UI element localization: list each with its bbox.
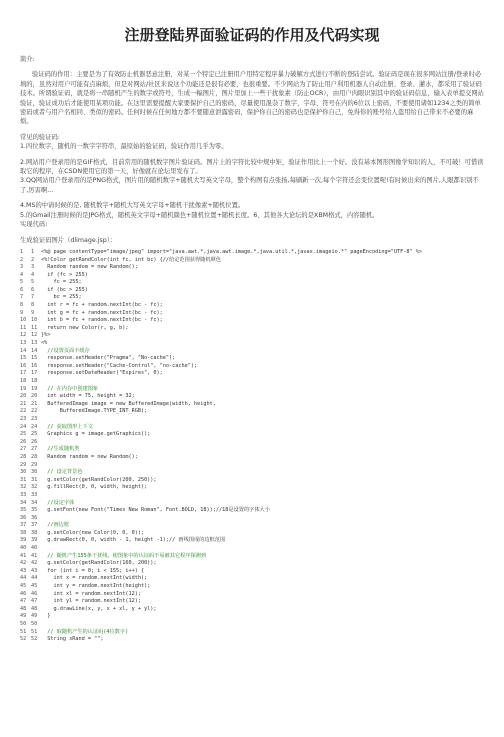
code-line: [20, 454, 484, 462]
line-number: 2: [20, 256, 24, 263]
line-number-secondary: 10: [31, 317, 38, 324]
code-line: [20, 340, 484, 348]
line-number: 44: [20, 575, 27, 582]
line-number: 34: [20, 499, 27, 506]
line-number-secondary: 49: [31, 613, 38, 620]
code-line: [20, 553, 484, 561]
code-text: int x = random.nextInt(width);: [41, 575, 148, 582]
line-number-secondary: 4: [31, 271, 35, 278]
code-text: // 随机产生155条干扰线，使图象中的认证码不易被其它程序探测到: [41, 552, 207, 559]
line-number: 41: [20, 552, 27, 559]
code-text: int width = 75, height = 32;: [41, 393, 135, 400]
line-number: 5: [20, 279, 24, 286]
code-line: [20, 537, 484, 545]
code-line: [20, 317, 484, 325]
code-line: [20, 257, 484, 265]
code-text: g.setColor(getRandColor(200, 250));: [41, 476, 157, 483]
line-number: 39: [20, 537, 27, 544]
code-line: [20, 424, 484, 432]
code-line: [20, 446, 484, 454]
code-line: [20, 522, 484, 530]
line-number-secondary: 17: [31, 370, 38, 377]
type-1: 1.四位数字，随机的一数字字符串，最原始的验证码，验证作用几乎为零。: [20, 143, 228, 151]
code-text: Graphics g = image.getGraphics();: [41, 431, 151, 438]
line-number-secondary: 39: [31, 537, 38, 544]
code-text: response.setHeader("Pragma", "No-cache");: [41, 355, 176, 362]
code-line: [20, 621, 484, 629]
code-line: [20, 279, 484, 287]
gen-label: 生成验证码图片（dlimage.jsp）：: [20, 236, 117, 244]
code-line: [20, 401, 484, 409]
line-number-secondary: 41: [31, 552, 38, 559]
line-number: 37: [20, 522, 27, 529]
line-number: 52: [20, 636, 27, 643]
line-number-secondary: 51: [31, 628, 38, 635]
line-number: 17: [20, 370, 27, 377]
line-number: 16: [20, 362, 27, 369]
line-number: 10: [20, 317, 27, 324]
line-number-secondary: 5: [31, 279, 35, 286]
line-number: 4: [20, 271, 24, 278]
types-label: 常见的验证码:: [20, 133, 60, 141]
line-number: 13: [20, 340, 27, 347]
line-number-secondary: 32: [31, 484, 38, 491]
code-text: int b = fc + random.nextInt(bc - fc);: [41, 317, 163, 324]
line-number: 27: [20, 446, 27, 453]
code-line: [20, 591, 484, 599]
line-number-secondary: 34: [31, 499, 38, 506]
code-text: <%!Color getRandColor(int fc, int bc) {//给定范围获得随机颜色: [41, 256, 221, 263]
code-line: [20, 264, 484, 272]
code-text: response.setDateHeader("Expires", 0);: [41, 370, 163, 377]
line-number-secondary: 43: [31, 567, 38, 574]
code-text: if (fc > 255): [41, 271, 88, 278]
line-number: 48: [20, 605, 27, 612]
line-number: 23: [20, 415, 27, 422]
line-number-secondary: 38: [31, 529, 38, 536]
line-number: 15: [20, 355, 27, 362]
code-text: g.drawRect(0, 0, width - 1, height -1);// 画线围成的边框范围: [41, 537, 226, 544]
line-number-secondary: 1: [31, 248, 35, 255]
code-line: [20, 325, 484, 333]
line-number: 42: [20, 560, 27, 567]
line-number-secondary: 12: [31, 332, 38, 339]
code-line: [20, 416, 484, 424]
code-text: Random random = new Random();: [41, 264, 138, 271]
code-line: [20, 310, 484, 318]
code-line: [20, 408, 484, 416]
line-number-secondary: 16: [31, 362, 38, 369]
code-line: [20, 629, 484, 637]
code-text: fc = 255;: [41, 279, 82, 286]
line-number-secondary: 27: [31, 446, 38, 453]
line-number-secondary: 36: [31, 514, 38, 521]
code-text: response.setHeader("Cache-Control", "no-cache");: [41, 362, 198, 369]
code-line: [20, 575, 484, 583]
code-line: [20, 294, 484, 302]
code-line: [20, 477, 484, 485]
line-number: 22: [20, 408, 27, 415]
code-line: [20, 583, 484, 591]
article: [0, 24, 504, 644]
line-number-secondary: 23: [31, 415, 38, 422]
code-line: [20, 439, 484, 447]
line-number: 9: [20, 309, 24, 316]
line-number-secondary: 25: [31, 431, 38, 438]
code-text: String sRand = "";: [41, 636, 104, 643]
line-number-secondary: 29: [31, 461, 38, 468]
code-text: // 在内存中创建图象: [41, 385, 99, 392]
line-number: 32: [20, 484, 27, 491]
code-line: [20, 636, 484, 644]
line-number: 29: [20, 461, 27, 468]
line-number: 28: [20, 453, 27, 460]
type-5: 5.的Gmail注册时候的是JPG格式，随机英文字母+随机颜色+随机位置+随机长度。6、其他各大论坛的是XBM格式，内容随机。: [20, 211, 379, 219]
line-number: 3: [20, 264, 24, 271]
line-number: 36: [20, 514, 27, 521]
line-number-secondary: 26: [31, 438, 38, 445]
line-number: 14: [20, 347, 27, 354]
line-number-secondary: 42: [31, 560, 38, 567]
code-line: [20, 598, 484, 606]
code-line: [20, 484, 484, 492]
line-number: 11: [20, 324, 27, 331]
line-number-secondary: 6: [31, 286, 35, 293]
type-3: 3.QQ网站用户登录用的是PNG格式，图片用的随机数字+随机大写英文字母，整个构图有点张扬,每刷新一次,每个字符还会变位置呢!有时候出来的图片,人眼都识别不了,厉害啊...: [20, 177, 479, 194]
line-number: 6: [20, 286, 24, 293]
line-number: 18: [20, 378, 27, 384]
code-line: [20, 249, 484, 257]
type-2: 2.网站用户登录用的是GIF格式，目前常用的随机数字图片验证码。图片上的字符比较中规中矩，验证作用比上一个好。没有基本图形图像学知识的人，不可破！可惜读取它的程序，在CSDN使用它的第一天，好像就在论坛里发布了。: [20, 158, 484, 176]
code-line: [20, 393, 484, 401]
code-line: [20, 613, 484, 621]
line-number-secondary: 2: [31, 256, 35, 263]
line-number-secondary: 46: [31, 590, 38, 597]
line-number-secondary: 7: [31, 294, 35, 301]
code-line: [20, 545, 484, 553]
code-text: g.fillRect(0, 0, width, height);: [41, 484, 148, 491]
code-text: <%@ page contentType="image/jpeg" import="java.awt.*,java.awt.image.*,java.util.*,javax.imageio.*" pageEncoding="UTF-8" %>: [41, 248, 423, 255]
line-number: 26: [20, 438, 27, 445]
code-line: [20, 515, 484, 523]
line-number-secondary: 44: [31, 575, 38, 582]
line-number-secondary: 3: [31, 264, 35, 271]
line-number: 8: [20, 302, 24, 309]
line-number: 49: [20, 613, 27, 620]
code-line: [20, 355, 484, 363]
code-text: }%>: [41, 332, 51, 339]
code-line: [20, 560, 484, 568]
code-text: }: [41, 613, 51, 620]
line-number: 33: [20, 491, 27, 498]
line-number-secondary: 21: [31, 400, 38, 407]
code-text: int xl = random.nextInt(12);: [41, 590, 141, 597]
code-block: [20, 249, 484, 644]
line-number: 51: [20, 628, 27, 635]
code-text: for (int i = 0; i < 155; i++) {: [41, 567, 145, 574]
code-line: [20, 568, 484, 576]
code-text: // 取随机产生的认证码(4位数字): [41, 628, 129, 635]
code-line: [20, 287, 484, 295]
code-line: [20, 370, 484, 378]
line-number: 24: [20, 423, 27, 430]
code-text: g.setColor(getRandColor(160, 200));: [41, 560, 157, 567]
type-4: 4.MS的中请时候的是, 随机数字+随机大写英文字母+随机干扰像素+随机位置。: [20, 202, 245, 210]
code-line: [20, 272, 484, 280]
code-line: [20, 431, 484, 439]
code-text: //生成随机类: [41, 446, 80, 453]
line-number: 31: [20, 476, 27, 483]
code-text: BufferedImage image = new BufferedImage(width, height,: [41, 400, 216, 407]
code-text: int yl = random.nextInt(12);: [41, 598, 141, 605]
code-line: [20, 462, 484, 470]
code-text: int y = random.nextInt(height);: [41, 583, 151, 590]
code-text: // 设定背景色: [41, 469, 83, 476]
code-text: return new Color(r, g, b);: [41, 324, 129, 331]
line-number: 47: [20, 598, 27, 605]
code-text: Random random = new Random();: [41, 453, 138, 460]
code-text: <%: [41, 340, 48, 347]
line-number-secondary: 11: [31, 324, 38, 331]
code-line: [20, 302, 484, 310]
line-number-secondary: 8: [31, 302, 35, 309]
line-number-secondary: 48: [31, 605, 38, 612]
line-number: 12: [20, 332, 27, 339]
code-line: [20, 386, 484, 394]
code-text: if (bc > 255): [41, 286, 88, 293]
line-number: 20: [20, 393, 27, 400]
intro-label: 简介:: [20, 56, 35, 63]
code-line: [20, 363, 484, 371]
code-line: [20, 492, 484, 500]
code-line: [20, 606, 484, 614]
line-number-secondary: 40: [31, 545, 38, 552]
line-number: 30: [20, 469, 27, 476]
line-number-secondary: 14: [31, 347, 38, 354]
line-number: 21: [20, 400, 27, 407]
code-text: g.setColor(new Color(0, 0, 0));: [41, 529, 145, 536]
line-number: 35: [20, 507, 27, 514]
code-line: [20, 500, 484, 508]
line-number: 45: [20, 583, 27, 590]
code-text: g.drawLine(x, y, x + xl, y + yl);: [41, 605, 157, 612]
code-line: [20, 332, 484, 340]
line-number-secondary: 47: [31, 598, 38, 605]
line-number-secondary: 37: [31, 522, 38, 529]
code-text: bc = 255;: [41, 294, 82, 301]
line-number-secondary: 9: [31, 309, 35, 316]
code-text: //设置页面不缓存: [41, 347, 90, 354]
line-number-secondary: 28: [31, 453, 38, 460]
line-number-secondary: 20: [31, 393, 38, 400]
line-number-secondary: 15: [31, 355, 38, 362]
line-number-secondary: 35: [31, 507, 38, 514]
line-number: 46: [20, 590, 27, 597]
line-number-secondary: 31: [31, 476, 38, 483]
impl-label: 实现代码:: [20, 221, 48, 229]
line-number-secondary: 50: [31, 621, 38, 627]
code-text: // 获取图形上下文: [41, 423, 93, 430]
page-title: 注册登陆界面验证码的作用及代码实现: [124, 26, 380, 44]
line-number-secondary: 24: [31, 423, 38, 430]
line-number-secondary: 18: [31, 378, 38, 384]
line-number-secondary: 52: [31, 636, 38, 643]
line-number-secondary: 45: [31, 583, 38, 590]
code-text: //设定字体: [41, 499, 75, 506]
line-number: 50: [20, 621, 27, 627]
line-number-secondary: 19: [31, 385, 38, 392]
line-number: 19: [20, 385, 27, 392]
line-number: 25: [20, 431, 27, 438]
line-number-secondary: 22: [31, 408, 38, 415]
line-number: 38: [20, 529, 27, 536]
code-text: BufferedImage.TYPE_INT_RGB);: [41, 408, 148, 415]
line-number-secondary: 33: [31, 491, 38, 498]
code-text: g.setFont(new Font("Times New Roman", Font.BOLD, 18));//18是设置的字体大小: [41, 507, 270, 514]
line-number-secondary: 13: [31, 340, 38, 347]
code-line: [20, 378, 484, 386]
line-number: 43: [20, 567, 27, 574]
code-line: [20, 469, 484, 477]
line-number: 7: [20, 294, 24, 301]
code-text: int g = fc + random.nextInt(bc - fc);: [41, 309, 163, 316]
line-number-secondary: 30: [31, 469, 38, 476]
line-number: 1: [20, 248, 24, 255]
code-line: [20, 507, 484, 515]
code-line: [20, 348, 484, 356]
code-text: int r = fc + random.nextInt(bc - fc);: [41, 302, 163, 309]
code-text: //画边框: [41, 522, 70, 529]
intro-paragraph: 验证码的作用：主要是为了有效防止机器恶意注册，对某一个特定已注册用户用特定程序暴力破解方式进行不断的登陆尝试。验证码是现在很多网站注册/登录时必填的，虽然对用户可能有点麻烦，但是对网站/社区来说这个功能还是很有必要，也很重要。不少网站为了防止用户利用机器人自动注册、登录、灌水，都采用了验证码技术。所谓验证码，就是将一串随机产生的数字或符号，生成一幅图片，图片里加上一些干扰象素（防止OCR），由用户肉眼识别其中的验证码信息，输入表单提交网站验证，验证成功后才能使用某项功能。在这里需要提醒大家要保护自己的密码，尽量使用混杂了数字、字母、符号在内的6位以上密码，不要使用诸如1234之类的简单密码或者与用户名相同、类似的密码。任何时候在任何地方都不要随意泄露密码，保护你自己的密码也是保护你自己，免得你的账号给人盗用给自己带来不必要的麻烦。: [20, 71, 484, 126]
line-number: 40: [20, 545, 27, 552]
